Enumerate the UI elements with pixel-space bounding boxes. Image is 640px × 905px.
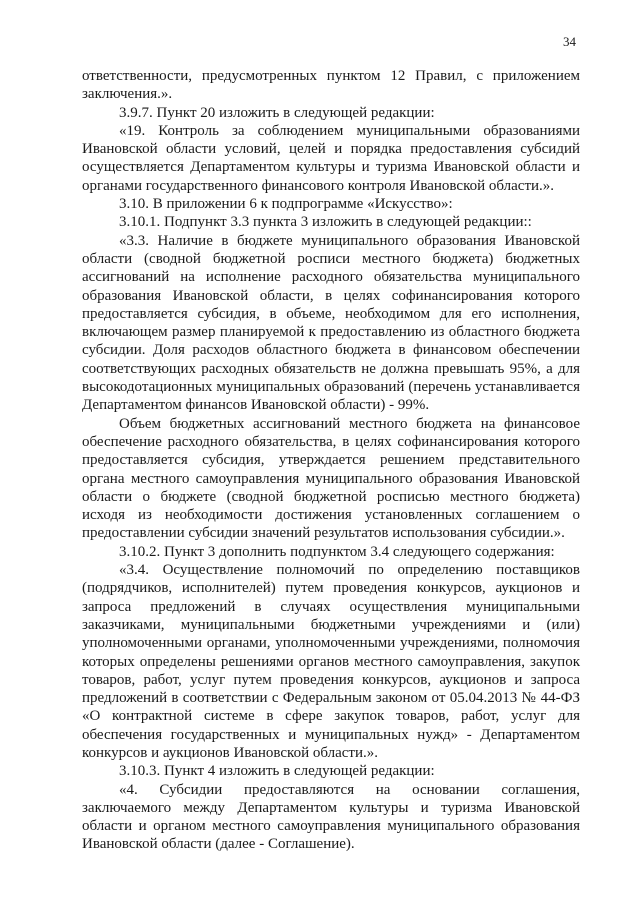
paragraph-2: 3.9.7. Пункт 20 изложить в следующей редакции: [119,104,435,121]
paragraph-7: Объем бюджетных ассигнований местного бюджета на финансовое обеспечение расходного обязательства, в целях софинансирования которого предоставляется субсидия, утверждается решением представительного органа местного самоуправления муниципального образования Ивановской области о бюджете (сводной бюджетной росписью местного бюджета) исходя из необходимости достижения установленных соглашением о предоставлении субсидии значений результатов использования субсидии.». [82,415,580,542]
paragraph-6: «3.3. Наличие в бюджете муниципального образования Ивановской области (сводной бюджетной росписи местного бюджета) бюджетных ассигнований на исполнение расходного обязательства муниципального образования Ивановской области, в целях софинансирования которого предоставляется субсидия, в объеме, необходимом для его исполнения, включающем размер планируемой к предоставлению из областного бюджета субсидии. Доля расходов областного бюджета в финансовом обеспечении соответствующих расходных обязательств не должна превышать 95%, а для высокодотационных муниципальных образований (перечень устанавливается Департаментом финансов Ивановской области) - 99%. [82,232,580,414]
paragraph-1: ответственности, предусмотренных пунктом 12 Правил, с приложением заключения.». [82,68,580,103]
paragraph-9: «3.4. Осуществление полномочий по определению поставщиков (подрядчиков, исполнителей) путем проведения конкурсов, аукционов и запроса предложений в случаях осуществления муниципальными заказчиками, муниципальными бюджетными учреждениями и (или) уполномоченными органами, уполномоченными учреждениями, полномочия которых определены решениями органов местного самоуправления, закупок товаров, работ, услуг путем проведения конкурсов, аукционов и запроса предложений в соответствии с Федеральным законом от 05.04.2013 № 44-ФЗ «О контрактной системе в сфере закупок товаров, работ, услуг для обеспечения государственных и муниципальных нужд» - Департаментом конкурсов и аукционов Ивановской области.». [82,562,580,761]
paragraph-5: 3.10.1. Подпункт 3.3 пункта 3 изложить в следующей редакции:: [119,214,532,231]
paragraph-8: 3.10.2. Пункт 3 дополнить подпунктом 3.4 следующего содержания: [119,543,555,560]
page-number: 34 [563,34,576,49]
paragraph-10: 3.10.3. Пункт 4 изложить в следующей редакции: [119,763,435,780]
document-body [82,67,580,854]
paragraph-3: «19. Контроль за соблюдением муниципальными образованиями Ивановской области условий, целей и порядка предоставления субсидий осуществляется Департаментом культуры и туризма Ивановской области и органами государственного финансового контроля Ивановской области.». [82,122,580,194]
paragraph-11: «4. Субсидии предоставляются на основании соглашения, заключаемого между Департаментом культуры и туризма Ивановской области и органом местного самоуправления муниципального образования Ивановской области (далее - Соглашение). [82,781,580,853]
paragraph-4: 3.10. В приложении 6 к подпрограмме «Искусство»: [119,196,453,213]
